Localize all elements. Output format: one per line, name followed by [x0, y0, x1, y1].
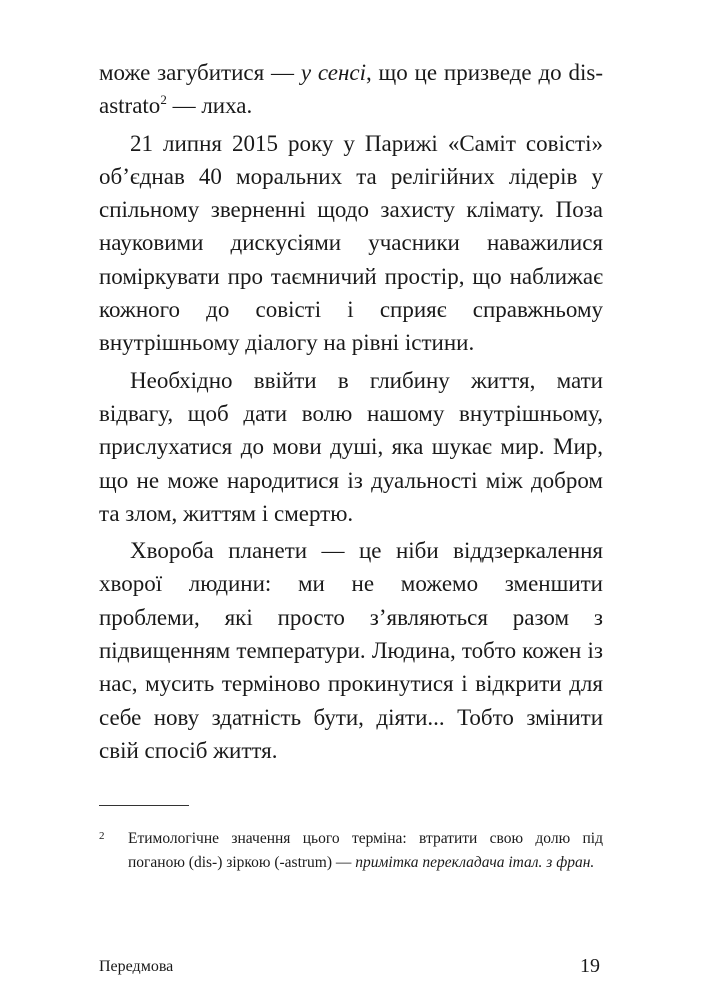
- running-head: Передмова: [99, 958, 174, 975]
- paragraph-1-text-d: — лиха.: [166, 93, 253, 119]
- footnote-body: [99, 827, 603, 875]
- page-number: 19: [580, 955, 600, 977]
- footnote-mark: 2: [99, 830, 105, 842]
- paragraph-1-italic-phrase: у сенсі: [300, 60, 366, 85]
- paragraph-1-text-c: , що це призведе до dis-astrato: [99, 60, 603, 119]
- footnote-text: Етимологічне значення цього терміна: втратити свою долю під поганою (dis-) зіркою (-astrum) —: [128, 830, 603, 871]
- paragraph-1: [99, 56, 603, 123]
- footnote-separator: [99, 805, 189, 806]
- paragraph-2: 21 липня 2015 року у Парижі «Саміт совісті» об’єднав 40 моральних та релігійних лідерів у спільному зверненні щодо захисту клімату. Поза науковими дискусіями учасники наважилися поміркувати про таємничий простір, що наближає кожного до совісті і сприяє справжньому внутрішньому діалогу на рівні істини.: [99, 130, 603, 356]
- paragraph-4: Хвороба планети — це ніби віддзеркалення хворої людини: ми не можемо зменшити проблеми, які просто з’являються разом з підвищенням температури. Людина, тобто кожен із нас, мусить терміново прокинутися і відкрити для себе нову здатність бути, діяти... Тобто змінити свій спосіб життя.: [99, 538, 603, 763]
- main-text: [99, 56, 603, 767]
- footnote-translator-note: примітка перекладача італ. з фран.: [355, 854, 595, 871]
- paragraph-3: Необхідно ввійти в глибину життя, мати відвагу, щоб дати волю нашому внутрішньому, прислухатися до мови душі, яка шукає мир. Мир, що не може народитися із дуальності між добром та злом, життям і смертю.: [99, 367, 603, 526]
- footnote-reference[interactable]: 2: [160, 92, 167, 108]
- paragraph-1-text-a: може загубитися —: [99, 60, 301, 85]
- footnote: [99, 827, 603, 875]
